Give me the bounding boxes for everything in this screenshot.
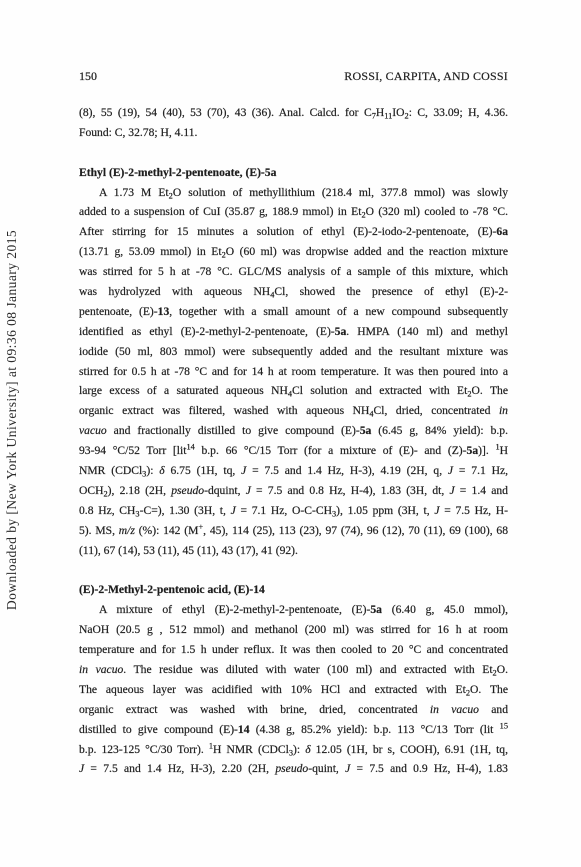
italic-text: pseudo xyxy=(275,762,309,776)
text-run: A mixture of ethyl (E)-2-methyl-2-pentenoate, (E)- xyxy=(99,603,371,617)
text-run: identified as ethyl (E)-2-methyl-2-pentenoate, (E)- xyxy=(79,324,335,338)
text-run: stirred for 0.5 h at -78 °C and for 14 h at room temperature. It was then poured into a xyxy=(79,364,508,378)
text-run: O. The xyxy=(470,682,508,696)
page-number: 150 xyxy=(79,69,97,83)
bold-text: 5a xyxy=(334,324,347,338)
text-run: and xyxy=(478,702,508,716)
subscript: 2 xyxy=(404,111,409,121)
text-line xyxy=(79,640,508,660)
text-run: b.p. 66 °C/15 Torr (for a mixture of (E)- and (Z)- xyxy=(194,444,467,458)
text-line xyxy=(79,720,508,740)
superscript: 1 xyxy=(208,740,214,750)
text-run: O solution of methyllithium (218.4 ml, 377.8 mmol) was slowly xyxy=(172,185,508,199)
bold-text: 13 xyxy=(157,304,170,318)
text-line xyxy=(79,620,508,640)
text-line xyxy=(79,600,508,620)
text-run: = 7.5 and 1.4 Hz, H-3), 4.19 (2H, q, xyxy=(246,464,448,478)
italic-text: vacuo xyxy=(79,424,107,438)
italic-text: J xyxy=(230,503,236,517)
text-run: iodide (50 ml, 803 mmol) were subsequently added and the resultant mixture was xyxy=(79,344,508,358)
subscript: 2 xyxy=(168,190,173,200)
italic-text: J xyxy=(447,464,454,478)
text-run: = 7.5 and 0.9 Hz, H-4), 1.83 xyxy=(350,762,508,776)
subscript: 2 xyxy=(221,250,226,260)
text-run: , 45), 114 (25), 113 (23), 97 (74), 96 (12), 70 (11), 69 (100), 68 xyxy=(203,523,508,537)
text-run: (6.40 g, 45.0 mmol), xyxy=(381,603,508,617)
text-run: distilled to give compound (E)- xyxy=(79,722,238,736)
text-run: = 7.5 and 0.8 Hz, H-4), 1.83 (3H, dt, xyxy=(250,483,450,497)
text-run: Found: C, 32.78; H, 4.11. xyxy=(79,125,198,139)
text-run: , together with a small amount of a new compound subsequently xyxy=(169,304,508,318)
text-run: pentenoate, (E)- xyxy=(79,304,158,318)
text-run: organic extract was filtered, washed with aqueous NH xyxy=(79,404,370,418)
bold-text: 5a xyxy=(466,444,479,458)
subscript: 2 xyxy=(361,210,366,220)
text-line xyxy=(79,202,508,222)
text-run: -quint, xyxy=(308,762,346,776)
subscript: 3 xyxy=(331,509,337,519)
italic-text: J xyxy=(241,464,247,478)
paragraph xyxy=(79,183,508,561)
text-line xyxy=(79,740,508,760)
text-run: -dquint, xyxy=(204,483,246,497)
italic-text: pseudo xyxy=(171,483,205,497)
superscript: 14 xyxy=(186,442,195,452)
running-header xyxy=(79,66,508,86)
text-line xyxy=(79,541,508,561)
subscript: 4 xyxy=(369,409,374,419)
text-run: H NMR (CDCl xyxy=(213,742,289,756)
text-run: b.p. 123-125 °C/30 Torr). xyxy=(79,742,209,756)
running-head-authors: ROSSI, CARPITA, AND COSSI xyxy=(344,69,508,83)
text-run: (4.38 g, 85.2% yield): b.p. 113 °C/13 Torr (lit xyxy=(249,722,500,736)
text-line xyxy=(79,342,508,362)
text-run: = 7.5 Hz, H- xyxy=(439,503,508,517)
italic-text: in vacuo xyxy=(429,702,479,716)
italic-text: J xyxy=(449,483,455,497)
italic-text: J xyxy=(245,483,251,497)
text-run: NaOH (20.5 g , 512 mmol) and methanol (200 ml) was stirred for 16 h at room xyxy=(79,623,508,637)
text-run: H xyxy=(375,106,385,119)
text-run: The aqueous layer was acidified with 10% HCl and extracted with Et xyxy=(79,682,466,696)
text-run: Cl solution and extracted with Et xyxy=(292,384,468,398)
subscript: 2 xyxy=(492,668,497,678)
italic-text: J xyxy=(79,762,85,776)
section-heading: Ethyl (E)-2-methyl-2-pentenoate, (E)-5a xyxy=(79,165,277,179)
text-run: was hydrolyzed with aqueous NH xyxy=(79,285,271,299)
paragraph xyxy=(79,600,508,779)
text-run: (13.71 g, 53.09 mmol) in Et xyxy=(79,245,222,259)
text-line xyxy=(79,401,508,421)
italic-text: in xyxy=(498,404,508,418)
text-run: O. xyxy=(496,662,508,676)
text-line xyxy=(79,381,508,401)
text-line xyxy=(79,262,508,282)
subscript: 4 xyxy=(270,290,275,300)
text-run: O (60 ml) was dropwise added and the reaction mixture xyxy=(225,245,508,259)
article-body xyxy=(79,103,508,779)
italic-text: J xyxy=(345,762,351,776)
text-line xyxy=(79,680,508,700)
text-line xyxy=(79,322,508,342)
text-line xyxy=(79,700,508,720)
text-line xyxy=(79,441,508,461)
text-line xyxy=(79,421,508,441)
text-line xyxy=(79,302,508,322)
text-line xyxy=(79,481,508,501)
text-line xyxy=(79,660,508,680)
subscript: 4 xyxy=(287,389,293,399)
text-run: 12.05 (1H, br s, COOH), 6.91 (1H, tq, xyxy=(310,742,508,756)
paragraph xyxy=(79,103,508,143)
bold-text: 14 xyxy=(237,722,250,736)
italic-text: in vacuo xyxy=(79,662,124,676)
text-run: NMR (CDCl xyxy=(79,464,143,478)
text-run: IO xyxy=(392,106,405,119)
text-run: temperature and for 1.5 h under reflux. It was then cooled to 20 °C and concentrated xyxy=(79,643,508,657)
text-run: large excess of a saturated aqueous NH xyxy=(79,384,288,398)
text-run: organic extract was washed with brine, dried, concentrated xyxy=(79,702,430,716)
text-run: ), 1.05 ppm (3H, t, xyxy=(336,503,435,517)
text-run: Cl, dried, concentrated xyxy=(373,404,499,418)
subscript: 2 xyxy=(465,688,471,698)
text-line xyxy=(79,282,508,302)
text-run: O. The xyxy=(471,384,508,398)
text-run: = 7.1 Hz, xyxy=(453,464,509,478)
bold-text: 5a xyxy=(370,603,382,617)
text-run: . The residue was diluted with water (100 ml) and extracted with Et xyxy=(123,662,493,676)
text-run: H xyxy=(499,444,508,458)
text-run: (6.45 g, 84% yield): b.p. xyxy=(371,424,508,438)
text-run: 6.75 (1H, tq, xyxy=(164,464,242,478)
text-run: was stirred for 5 h at -78 °C. GLC/MS analysis of a sample of this mixture, which xyxy=(79,265,508,279)
text-run: OCH xyxy=(79,483,104,497)
subscript: 2 xyxy=(467,389,472,399)
text-run: = 7.1 Hz, O-C-CH xyxy=(235,503,332,517)
text-line xyxy=(79,222,508,242)
subscript: 3 xyxy=(135,509,140,519)
superscript: + xyxy=(198,522,204,532)
text-run: = 1.4 and xyxy=(454,483,508,497)
subscript: 3 xyxy=(288,747,294,757)
text-line xyxy=(79,362,508,382)
text-line xyxy=(79,461,508,481)
bold-text: 5a xyxy=(359,424,372,438)
bold-text: 6a xyxy=(496,225,508,239)
text-line xyxy=(79,501,508,521)
text-run: = 7.5 and 1.4 Hz, H-3), 2.20 (2H, xyxy=(84,762,276,776)
text-line xyxy=(79,521,508,541)
text-run: 5). MS, xyxy=(79,523,119,537)
text-run: ): xyxy=(146,464,160,478)
italic-text: δ xyxy=(159,464,165,478)
text-run: (11), 67 (14), 53 (11), 45 (11), 43 (17), 41 (92). xyxy=(79,543,298,557)
subscript: 11 xyxy=(384,111,393,121)
text-run: After stirring for 15 minutes a solution of ethyl (E)-2-iodo-2-pentenoate, (E)- xyxy=(79,225,497,239)
superscript: 1 xyxy=(495,442,500,452)
text-line xyxy=(79,759,508,779)
text-run: (%): 142 (M xyxy=(134,523,199,537)
text-run: 93-94 °C/52 Torr [lit xyxy=(79,444,187,458)
text-run: Cl, showed the presence of ethyl (E)-2- xyxy=(274,285,508,299)
text-run: : C, 33.09; H, 4.36. xyxy=(408,106,508,119)
text-line xyxy=(79,103,508,123)
text-run: (8), 55 (19), 54 (40), 53 (70), 43 (36). Anal. Calcd. for C xyxy=(79,106,372,119)
subscript: 2 xyxy=(103,489,108,499)
text-run: A 1.73 M Et xyxy=(99,185,169,199)
italic-text: δ xyxy=(305,742,311,756)
text-line xyxy=(79,242,508,262)
italic-text: m/z xyxy=(118,523,135,537)
text-run: )]. xyxy=(478,444,496,458)
text-run: added to a suspension of CuI (35.87 g, 188.9 mmol) in Et xyxy=(79,205,362,219)
italic-text: J xyxy=(434,503,440,517)
text-line xyxy=(79,183,508,203)
section-heading: (E)-2-Methyl-2-pentenoic acid, (E)-14 xyxy=(79,583,265,597)
text-run: and fractionally distilled to give compound (E)- xyxy=(106,424,360,438)
text-run: O (320 ml) cooled to -78 °C. xyxy=(365,205,508,219)
text-line xyxy=(79,123,508,143)
subscript: 7 xyxy=(371,111,376,121)
text-run: 0.8 Hz, CH xyxy=(79,503,136,517)
subscript: 3 xyxy=(142,469,147,479)
text-run: ): xyxy=(293,742,306,756)
superscript: 15 xyxy=(499,721,508,731)
text-run: ), 2.18 (2H, xyxy=(107,483,172,497)
download-margin-note: Downloaded by [New York University] at 09:36 08 January 2015 xyxy=(4,229,19,611)
text-run: . HMPA (140 ml) and methyl xyxy=(346,324,508,338)
text-run: -C=), 1.30 (3H, t, xyxy=(139,503,231,517)
